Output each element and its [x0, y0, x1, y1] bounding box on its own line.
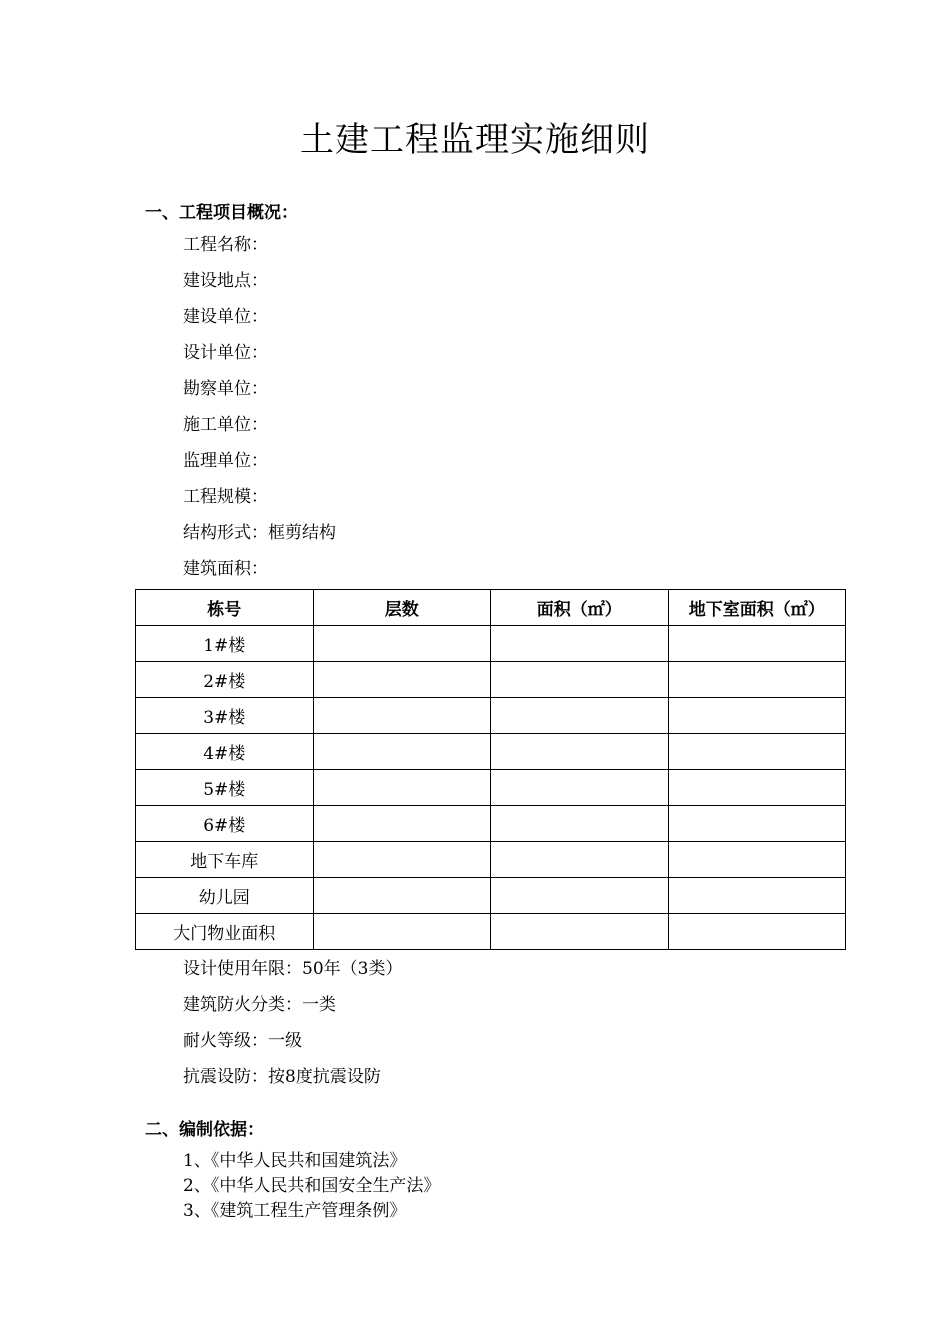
- table-row: [136, 878, 846, 914]
- cell-area: [491, 806, 669, 842]
- cell-basement-area: [668, 770, 846, 806]
- cell-floors: [313, 770, 491, 806]
- section-heading-compilation-basis: 二、编制依据：: [145, 1120, 264, 1140]
- attr-fire-classification: 建筑防火分类：一类: [183, 995, 336, 1015]
- building-area-table: [135, 589, 846, 950]
- list-item: 2、《中华人民共和国安全生产法》: [183, 1176, 441, 1196]
- table-header-row: [136, 590, 846, 626]
- list-item: 3、《建筑工程生产管理条例》: [183, 1201, 407, 1221]
- attr-design-service-life: 设计使用年限：50年（3类）: [183, 959, 403, 979]
- cell-basement-area: [668, 914, 846, 950]
- cell-area: [491, 842, 669, 878]
- table-row: [136, 626, 846, 662]
- attr-fire-resistance-grade: 耐火等级：一级: [183, 1031, 302, 1051]
- cell-floors: [313, 842, 491, 878]
- cell-basement-area: [668, 806, 846, 842]
- column-header-basement-area: 地下室面积（㎡）: [668, 590, 846, 626]
- cell-building: 幼儿园: [136, 878, 314, 914]
- cell-floors: [313, 878, 491, 914]
- cell-building: 5#楼: [136, 770, 314, 806]
- cell-building: 1#楼: [136, 626, 314, 662]
- cell-basement-area: [668, 734, 846, 770]
- cell-area: [491, 878, 669, 914]
- cell-building: 地下车库: [136, 842, 314, 878]
- cell-area: [491, 698, 669, 734]
- cell-floors: [313, 914, 491, 950]
- document-title: 土建工程监理实施细则: [300, 120, 650, 160]
- field-design-unit: 设计单位：: [183, 343, 268, 363]
- cell-area: [491, 626, 669, 662]
- field-construction-site: 建设地点：: [183, 271, 268, 291]
- table-row: [136, 842, 846, 878]
- table-row: [136, 698, 846, 734]
- project-info-list: [183, 231, 336, 591]
- table-row: [136, 734, 846, 770]
- cell-building: 4#楼: [136, 734, 314, 770]
- cell-floors: [313, 806, 491, 842]
- field-survey-unit: 勘察单位：: [183, 379, 268, 399]
- cell-basement-area: [668, 698, 846, 734]
- cell-basement-area: [668, 662, 846, 698]
- field-structure-type: 结构形式：框剪结构: [183, 523, 336, 543]
- cell-building: 2#楼: [136, 662, 314, 698]
- cell-basement-area: [668, 878, 846, 914]
- building-attributes-list: [183, 955, 402, 1099]
- field-supervision-unit: 监理单位：: [183, 451, 268, 471]
- section-heading-project-overview: 一、工程项目概况：: [145, 203, 298, 223]
- cell-area: [491, 770, 669, 806]
- table-row: [136, 914, 846, 950]
- cell-floors: [313, 698, 491, 734]
- field-building-area: 建筑面积：: [183, 559, 268, 579]
- cell-building: 大门物业面积: [136, 914, 314, 950]
- column-header-floors: 层数: [313, 590, 491, 626]
- cell-basement-area: [668, 626, 846, 662]
- cell-building: 6#楼: [136, 806, 314, 842]
- cell-building: 3#楼: [136, 698, 314, 734]
- cell-area: [491, 734, 669, 770]
- attr-seismic-fortification: 抗震设防：按8度抗震设防: [183, 1067, 381, 1087]
- cell-floors: [313, 734, 491, 770]
- list-item: 1、《中华人民共和国建筑法》: [183, 1151, 407, 1171]
- cell-basement-area: [668, 842, 846, 878]
- column-header-area: 面积（㎡）: [491, 590, 669, 626]
- field-project-scale: 工程规模：: [183, 487, 268, 507]
- cell-area: [491, 662, 669, 698]
- field-owner-unit: 建设单位：: [183, 307, 268, 327]
- basis-list: [183, 1149, 440, 1224]
- cell-area: [491, 914, 669, 950]
- cell-floors: [313, 662, 491, 698]
- field-contractor-unit: 施工单位：: [183, 415, 268, 435]
- cell-floors: [313, 626, 491, 662]
- field-project-name: 工程名称：: [183, 235, 268, 255]
- column-header-building: 栋号: [136, 590, 314, 626]
- table-row: [136, 806, 846, 842]
- table-row: [136, 770, 846, 806]
- table-row: [136, 662, 846, 698]
